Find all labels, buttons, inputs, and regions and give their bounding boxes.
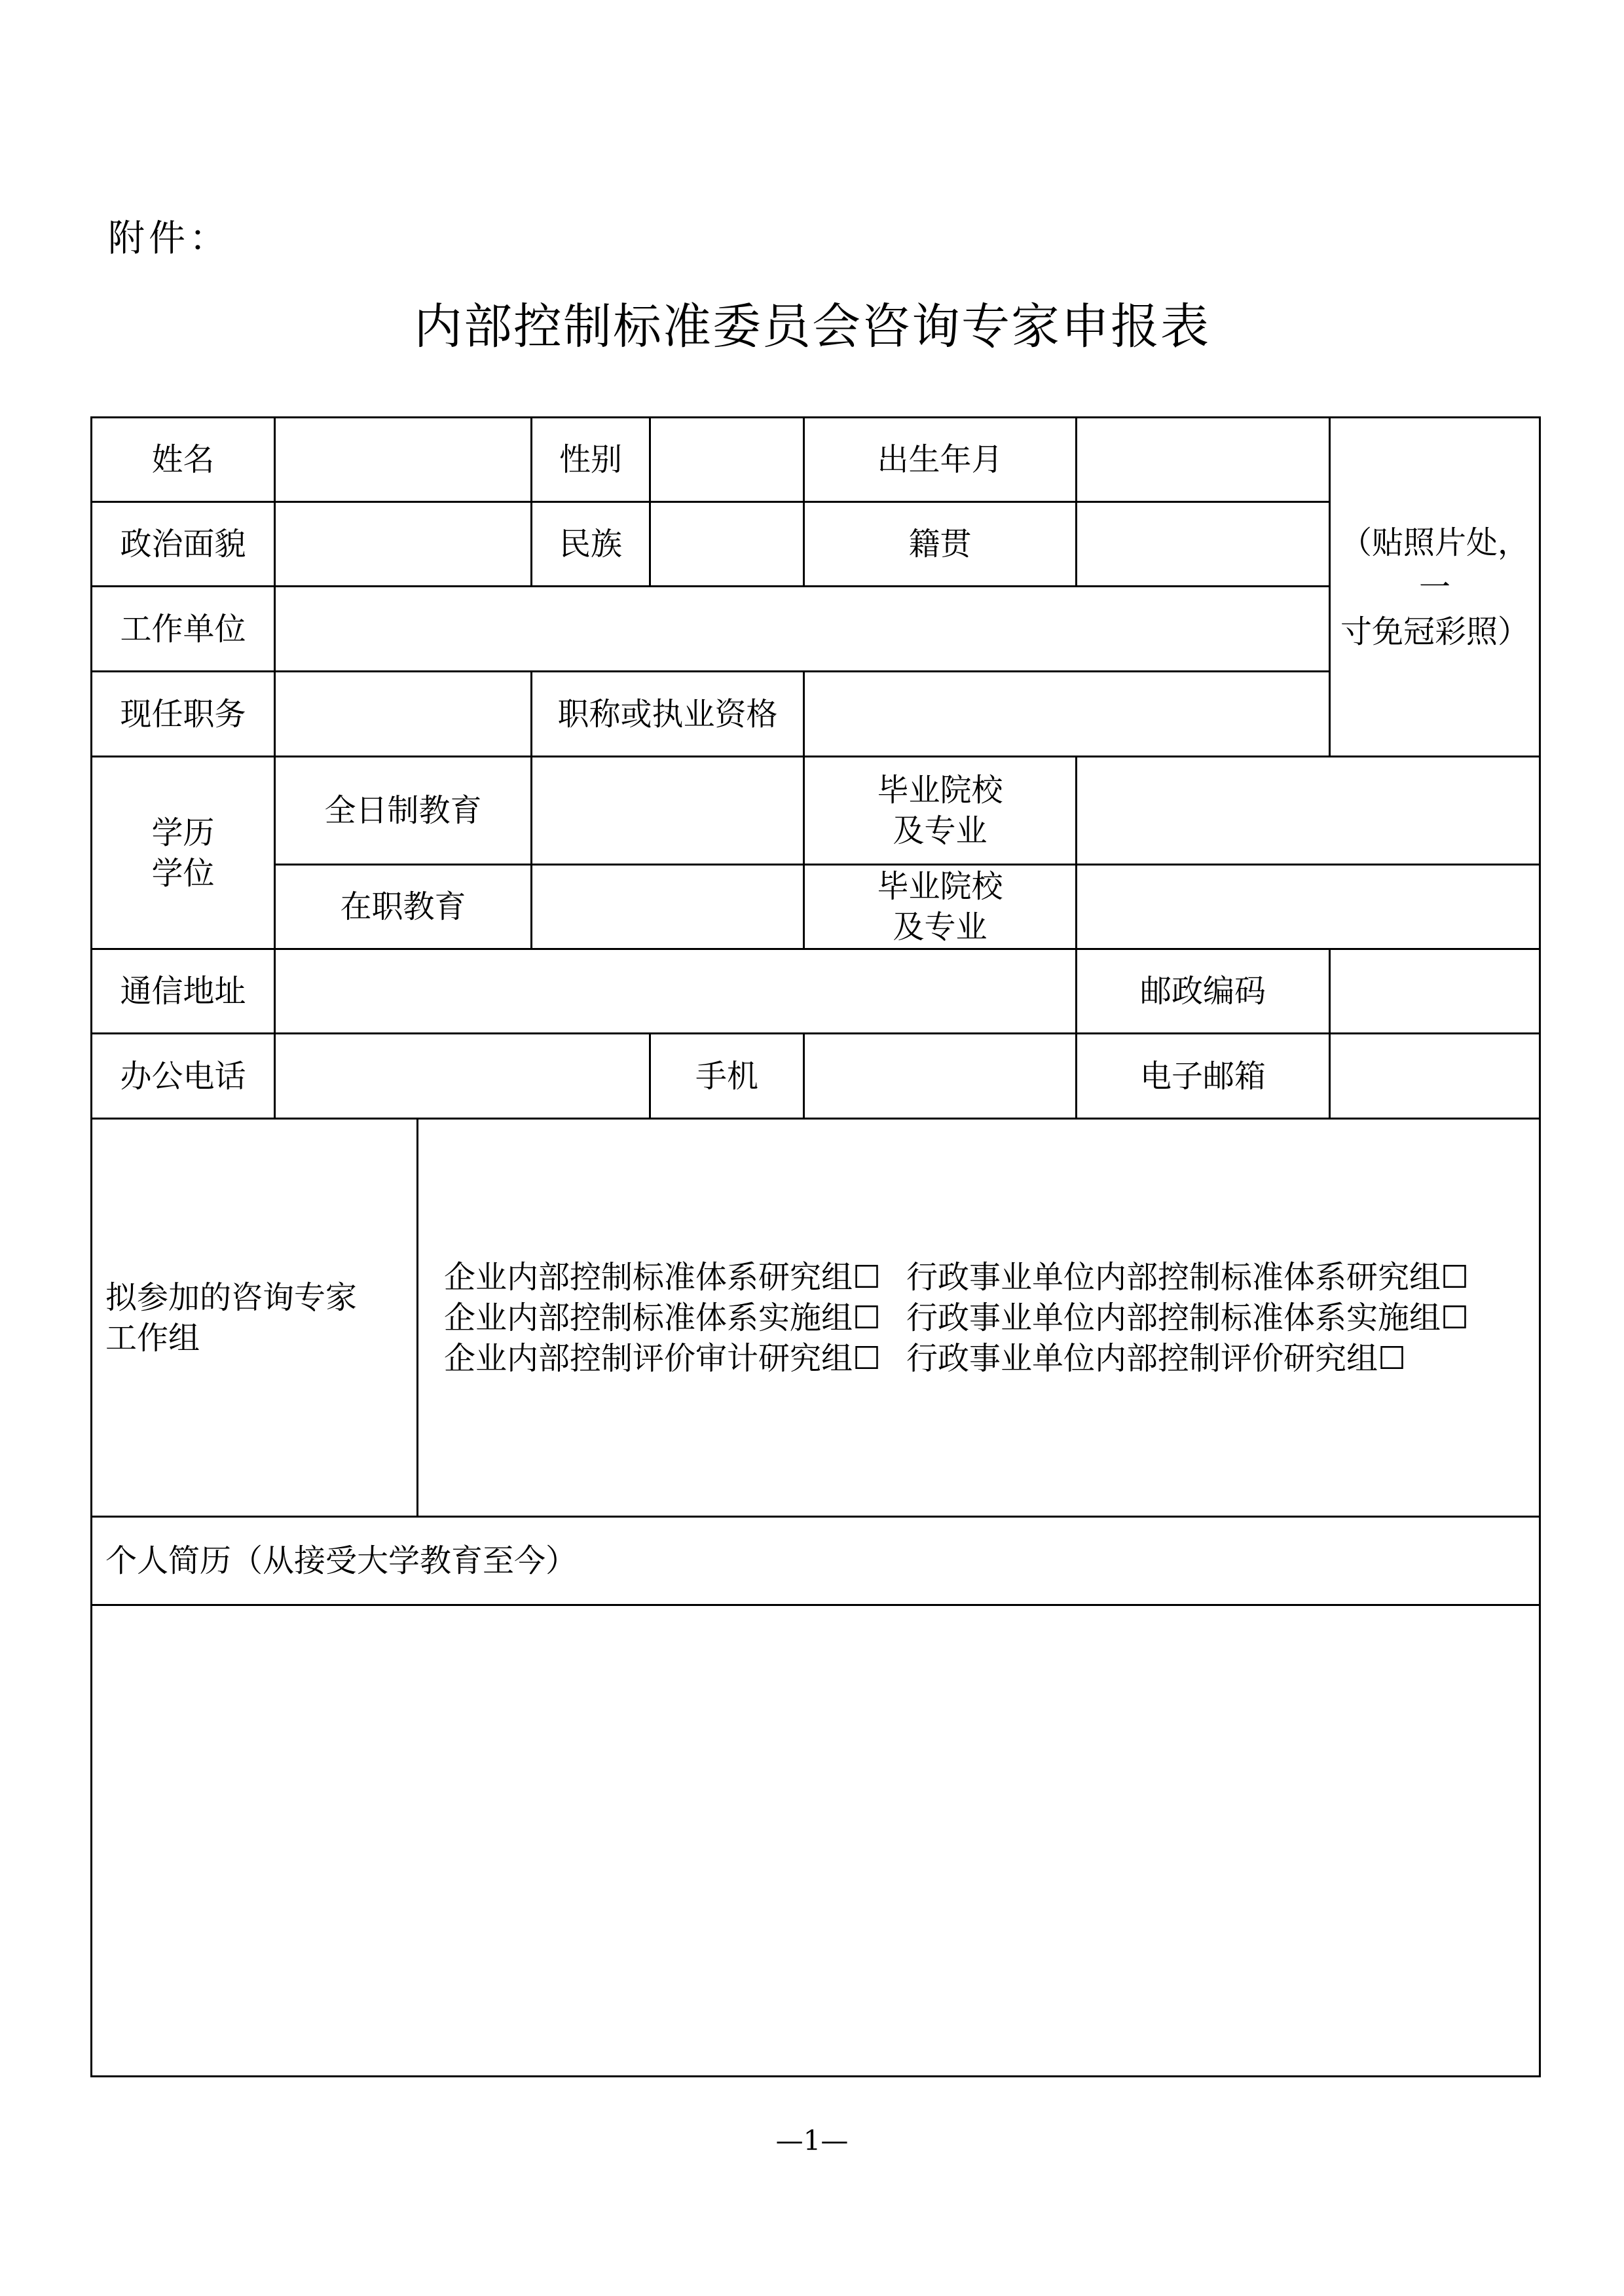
ethnicity-label: 民族 — [532, 502, 650, 587]
group-option-row — [418, 1338, 1539, 1379]
photo-note-line1: （贴照片处，一 — [1340, 524, 1529, 606]
row-address — [92, 949, 1540, 1034]
email-field[interactable] — [1330, 1034, 1540, 1119]
photo-placeholder — [1330, 418, 1540, 757]
current-position-label: 现任职务 — [92, 672, 275, 757]
photo-note-line2: 寸免冠彩照） — [1340, 613, 1529, 650]
school-major-line2: 及专业 — [893, 812, 987, 849]
postcode-field[interactable] — [1330, 949, 1540, 1034]
fulltime-education-field[interactable] — [532, 757, 804, 865]
row-contact — [92, 1034, 1540, 1119]
work-unit-label: 工作单位 — [92, 587, 275, 672]
row-groups — [92, 1119, 1540, 1517]
row-resume-header — [92, 1517, 1540, 1605]
row-basic-2 — [92, 502, 1540, 587]
office-phone-field[interactable] — [275, 1034, 650, 1119]
onjob-school-major-label — [804, 865, 1077, 949]
row-position — [92, 672, 1540, 757]
fulltime-education-label: 全日制教育 — [275, 757, 532, 865]
school-major-line1: 毕业院校 — [877, 772, 1003, 809]
school-major-line1: 毕业院校 — [877, 868, 1003, 905]
row-work-unit — [92, 587, 1540, 672]
title-qualification-label: 职称或执业资格 — [532, 672, 804, 757]
political-status-label: 政治面貌 — [92, 502, 275, 587]
row-fulltime-education — [92, 757, 1540, 865]
education-label-line2: 学位 — [151, 854, 215, 892]
address-label: 通信地址 — [92, 949, 275, 1034]
name-label: 姓名 — [92, 418, 275, 502]
political-status-field[interactable] — [275, 502, 532, 587]
resume-field[interactable] — [92, 1605, 1540, 2077]
gender-field[interactable] — [650, 418, 804, 502]
birth-label: 出生年月 — [804, 418, 1077, 502]
fulltime-school-major-label — [804, 757, 1077, 865]
group-checkbox-option[interactable]: 企业内部控制标准体系研究组☐ — [443, 1258, 881, 1296]
page-number: —1— — [775, 2124, 849, 2157]
document-title: 内部控制标准委员会咨询专家申报表 — [414, 299, 1210, 355]
group-option-row — [418, 1257, 1539, 1298]
school-major-line2: 及专业 — [893, 909, 987, 945]
current-position-field[interactable] — [275, 672, 532, 757]
group-options — [418, 1119, 1540, 1517]
native-place-label: 籍贯 — [804, 502, 1077, 587]
mobile-field[interactable] — [804, 1034, 1077, 1119]
row-basic-1 — [92, 418, 1540, 502]
resume-label: 个人简历（从接受大学教育至今） — [92, 1517, 1540, 1605]
native-place-field[interactable] — [1077, 502, 1330, 587]
group-checkbox-option[interactable]: 行政事业单位内部控制标准体系研究组☐ — [906, 1258, 1469, 1296]
attachment-label: 附件： — [108, 217, 230, 260]
row-resume-body — [92, 1605, 1540, 2077]
education-label-line1: 学历 — [151, 814, 215, 851]
application-form-table — [90, 416, 1541, 2077]
mobile-label: 手机 — [650, 1034, 804, 1119]
address-field[interactable] — [275, 949, 1077, 1034]
row-onjob-education — [92, 865, 1540, 949]
group-checkbox-option[interactable]: 行政事业单位内部控制评价研究组☐ — [906, 1339, 1407, 1377]
group-label-line2: 工作组 — [105, 1319, 200, 1357]
group-checkbox-option[interactable]: 企业内部控制评价审计研究组☐ — [443, 1339, 881, 1377]
group-label-line1: 拟参加的咨询专家 — [105, 1279, 358, 1316]
group-checkbox-option[interactable]: 行政事业单位内部控制标准体系实施组☐ — [906, 1299, 1469, 1336]
education-degree-label — [92, 757, 275, 949]
group-checkbox-option[interactable]: 企业内部控制标准体系实施组☐ — [443, 1299, 881, 1336]
onjob-school-major-field[interactable] — [1077, 865, 1540, 949]
work-unit-field[interactable] — [275, 587, 1330, 672]
fulltime-school-major-field[interactable] — [1077, 757, 1540, 865]
postcode-label: 邮政编码 — [1077, 949, 1330, 1034]
onjob-education-field[interactable] — [532, 865, 804, 949]
title-qualification-field[interactable] — [804, 672, 1330, 757]
onjob-education-label: 在职教育 — [275, 865, 532, 949]
name-field[interactable] — [275, 418, 532, 502]
group-label — [92, 1119, 418, 1517]
email-label: 电子邮箱 — [1077, 1034, 1330, 1119]
gender-label: 性别 — [532, 418, 650, 502]
ethnicity-field[interactable] — [650, 502, 804, 587]
group-option-row — [418, 1298, 1539, 1338]
birth-field[interactable] — [1077, 418, 1330, 502]
office-phone-label: 办公电话 — [92, 1034, 275, 1119]
